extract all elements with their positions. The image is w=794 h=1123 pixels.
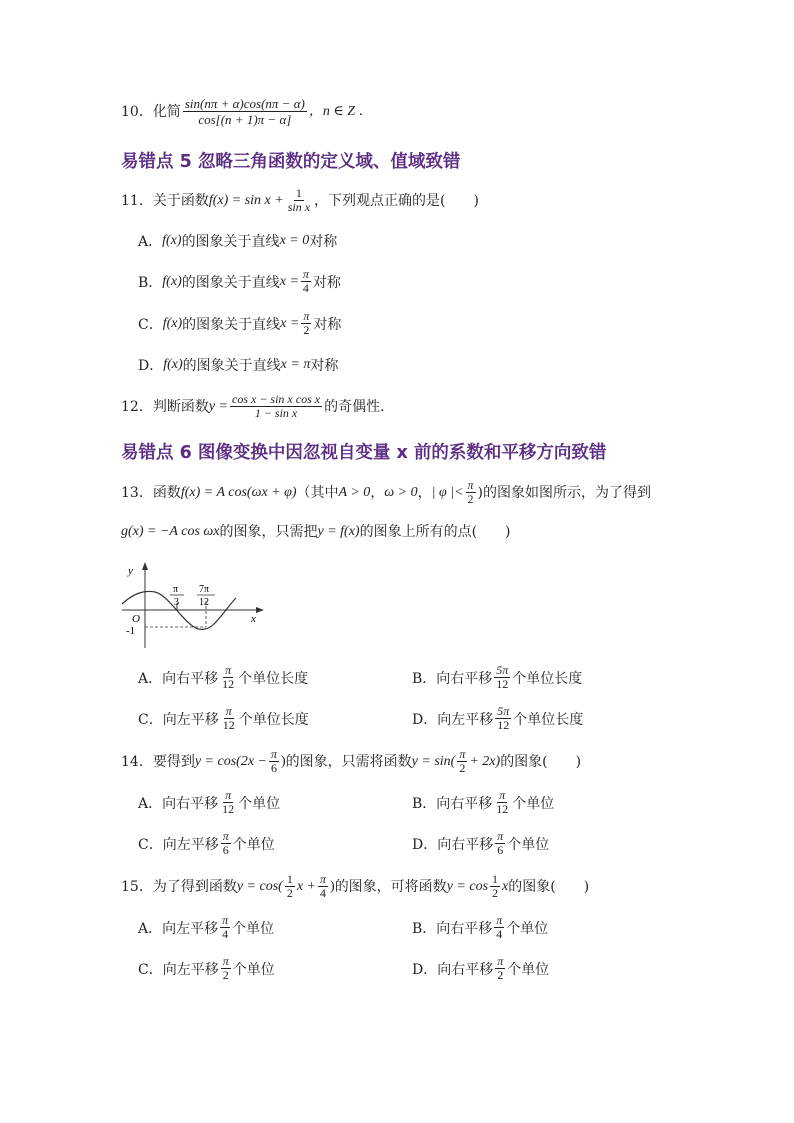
- q10-denominator: cos[(n + 1)π − α]: [198, 112, 292, 127]
- option-fraction: [495, 705, 511, 732]
- q12-fraction: [230, 393, 322, 420]
- fraction-denominator: 12: [222, 677, 235, 691]
- q13-condition-omega: ω > 0: [384, 484, 418, 500]
- fraction-denominator: 2: [497, 968, 504, 982]
- option-fraction: [494, 914, 504, 941]
- option-expression: x =: [279, 273, 299, 289]
- fraction-numerator: π: [222, 954, 229, 968]
- option-expression: x =: [280, 315, 300, 331]
- fraction-denominator: 2: [492, 886, 499, 900]
- question-15: [121, 873, 589, 900]
- q14-expr1-end: ): [281, 753, 286, 769]
- option-label: A．向左平移: [138, 920, 219, 937]
- q12-denominator: 1 − sin x: [254, 406, 298, 420]
- option-suffix: 个单位: [507, 836, 550, 853]
- option-suffix: 个单位长度: [238, 670, 309, 687]
- option-fraction: [494, 664, 510, 691]
- fraction-numerator: π: [222, 913, 229, 927]
- option-fraction: [221, 830, 231, 857]
- question-11: [121, 187, 479, 214]
- fraction-numerator: 1: [492, 872, 499, 886]
- q11-option-c[interactable]: [138, 310, 341, 337]
- option-suffix: 个单位: [232, 920, 275, 937]
- fraction-denominator: 4: [320, 886, 326, 900]
- q13-text: 的图象，只需把: [219, 524, 318, 540]
- fraction-numerator: π: [225, 788, 232, 802]
- option-label: C．: [138, 316, 163, 333]
- option-label: A．向右平移: [138, 670, 219, 687]
- y-axis-arrow: [142, 562, 148, 570]
- q15-prefix: 15．为了得到函数: [121, 878, 237, 895]
- q13-phi-fraction: [466, 479, 476, 506]
- q15-expr2-start: y = cos: [446, 878, 489, 894]
- option-function: f(x): [162, 233, 182, 248]
- q12-suffix: 的奇偶性．: [324, 398, 395, 415]
- option-fraction: [221, 705, 237, 732]
- option-fraction: [494, 789, 510, 816]
- q13-option-b[interactable]: [412, 664, 582, 691]
- q14-expr2-end: + 2x): [469, 753, 501, 769]
- q13-text-end: 的图象上所有的点( ): [359, 524, 511, 540]
- option-fraction: [220, 789, 236, 816]
- fraction-numerator: 1: [286, 872, 293, 886]
- origin-label: O: [132, 613, 140, 625]
- option-suffix: 对称: [310, 358, 339, 374]
- q13-condition-close: )的图象如图所示，为了得到: [477, 484, 651, 501]
- option-label: B．向右平移: [412, 920, 493, 937]
- option-suffix: 个单位长度: [513, 711, 584, 728]
- fraction-denominator: 6: [222, 843, 229, 857]
- option-function: f(x): [162, 273, 182, 289]
- fraction-numerator: π: [459, 747, 466, 761]
- q15-expr2-fraction: [490, 873, 500, 900]
- q15-expr1-end: ): [330, 878, 335, 894]
- option-text: 的图象关于直线: [181, 234, 280, 250]
- fraction-numerator: π: [496, 913, 503, 927]
- q10-prefix: 10．化简: [121, 103, 181, 120]
- q11-numerator: 1: [295, 186, 302, 200]
- fraction-denominator: 6: [497, 843, 504, 857]
- option-label: A．向右平移: [138, 795, 219, 812]
- q15-option-b[interactable]: [412, 914, 548, 941]
- fraction-numerator: π: [320, 872, 327, 886]
- question-12: [121, 393, 394, 420]
- q11-option-d[interactable]: [138, 355, 338, 375]
- q14-option-c[interactable]: [138, 830, 275, 857]
- q15-expr1-fraction-1: [285, 873, 295, 900]
- fraction-denominator: 12: [496, 802, 509, 816]
- option-label: C．向左平移: [138, 961, 219, 978]
- q11-function: f(x) = sin x +: [208, 192, 284, 208]
- q12-prefix: 12．判断函数: [121, 398, 209, 415]
- option-fraction: [220, 914, 230, 941]
- q15-expr2-end: x: [502, 878, 509, 894]
- q14-expr1-start: y = cos(2x −: [194, 753, 267, 769]
- fraction-numerator: π: [499, 788, 506, 802]
- option-suffix: 个单位: [238, 795, 281, 812]
- fraction-denominator: 12: [222, 802, 235, 816]
- q14-expr2-start: y = sin(: [411, 753, 456, 769]
- q13-condition-phi: | φ |<: [431, 484, 464, 500]
- q14-suffix: 的图象( ): [500, 753, 582, 770]
- fraction-denominator: 4: [496, 927, 503, 941]
- cosine-graph: [118, 560, 268, 652]
- q10-numerator: sin(nπ + α)cos(nπ − α): [184, 96, 305, 111]
- option-label: D．: [138, 358, 164, 374]
- q11-option-a[interactable]: [138, 231, 337, 251]
- option-label: C．向左平移: [138, 711, 219, 728]
- option-label: B．向右平移: [412, 795, 493, 812]
- fraction-numerator: 5π: [497, 704, 510, 718]
- fraction-numerator: π: [303, 309, 310, 323]
- option-suffix: 个单位: [232, 961, 275, 978]
- option-fraction: [495, 830, 505, 857]
- option-text: 的图象关于直线: [182, 358, 281, 374]
- q15-expr1-start: y = cos(: [236, 878, 283, 894]
- q14-option-b[interactable]: [412, 789, 554, 816]
- option-suffix: 对称: [312, 274, 341, 291]
- option-label: A．: [138, 234, 163, 250]
- section-heading-5: 易错点 5 忽略三角函数的定义域、值域致错: [121, 152, 461, 172]
- q14-expr1-fraction: [269, 748, 279, 775]
- option-text: 的图象关于直线: [181, 274, 280, 291]
- fraction-denominator: 6: [270, 761, 277, 775]
- option-fraction: [495, 955, 505, 982]
- min-label: -1: [126, 625, 136, 637]
- q13-option-c[interactable]: [138, 705, 309, 732]
- q15-expr1-fraction-2: [318, 873, 328, 900]
- option-suffix: 个单位长度: [512, 670, 583, 687]
- q12-numerator: cos x − sin x cos x: [232, 392, 321, 406]
- option-function: f(x): [163, 357, 183, 372]
- fraction-denominator: 2: [459, 761, 466, 775]
- q13-function: f(x) = A cos(ωx + φ): [180, 484, 297, 500]
- tick1-den: 3: [174, 597, 179, 608]
- option-expression: x = 0: [279, 233, 310, 248]
- section-heading-6: 易错点 6 图像变换中因忽视自变量 x 前的系数和平移方向致错: [121, 443, 607, 463]
- q13-separator: ，: [370, 484, 385, 501]
- option-label: D．向右平移: [412, 836, 494, 853]
- question-13-line-2: [121, 522, 511, 542]
- fraction-denominator: 12: [222, 718, 235, 732]
- fraction-numerator: π: [222, 829, 229, 843]
- option-label: B．: [138, 274, 163, 291]
- q14-option-a[interactable]: [138, 789, 280, 816]
- q11-prefix: 11．关于函数: [121, 192, 209, 209]
- option-label: B．向右平移: [412, 670, 493, 687]
- q15-mid: 的图象，可将函数: [334, 878, 447, 895]
- fraction-denominator: 12: [497, 718, 510, 732]
- q14-option-d[interactable]: [412, 830, 549, 857]
- q13-option-a[interactable]: [138, 664, 308, 691]
- q15-option-a[interactable]: [138, 914, 274, 941]
- question-14: [121, 748, 581, 775]
- option-suffix: 个单位: [506, 920, 549, 937]
- q15-suffix: 的图象( ): [508, 878, 590, 895]
- y-axis-label: y: [128, 565, 133, 577]
- fraction-denominator: 12: [496, 677, 509, 691]
- tick2-den: 12: [199, 597, 209, 608]
- option-fraction: [220, 664, 236, 691]
- fraction-numerator: π: [225, 663, 232, 677]
- fraction-denominator: 2: [222, 968, 229, 982]
- q13-separator: ，: [417, 484, 432, 501]
- option-text: 的图象关于直线: [182, 316, 281, 333]
- fraction-numerator: π: [302, 267, 309, 281]
- option-suffix: 对称: [313, 316, 342, 333]
- option-label: D．向左平移: [412, 711, 494, 728]
- option-label: C．向左平移: [138, 836, 219, 853]
- option-fraction: [301, 310, 311, 337]
- q10-fraction: [183, 96, 307, 127]
- question-13: [121, 479, 651, 506]
- fraction-numerator: π: [497, 829, 504, 843]
- option-suffix: 个单位: [512, 795, 555, 812]
- q13-condition-a: A > 0: [338, 484, 371, 500]
- q11-denominator: sin x: [287, 200, 311, 214]
- tick1-num: π: [173, 584, 179, 595]
- q13-prefix: 13．函数: [121, 484, 181, 501]
- q14-expr2-fraction: [457, 748, 467, 775]
- option-expression: x = π: [280, 357, 311, 372]
- fraction-denominator: 2: [303, 323, 310, 337]
- option-fraction: [301, 268, 311, 295]
- option-suffix: 对称: [309, 234, 338, 250]
- x-axis-arrow: [256, 607, 264, 613]
- q13-y-function: y = f(x): [317, 524, 360, 539]
- fraction-numerator: π: [225, 704, 232, 718]
- question-10: [121, 96, 373, 127]
- q13-condition-open: （其中: [296, 484, 339, 501]
- q15-expr1-mid: x +: [296, 878, 316, 894]
- fraction-numerator: π: [467, 478, 474, 492]
- q14-prefix: 14．要得到: [121, 753, 195, 770]
- q10-suffix: ，n ∈ Z ．: [308, 103, 373, 119]
- fraction-denominator: 2: [467, 492, 474, 506]
- q15-option-c[interactable]: [138, 955, 275, 982]
- q15-option-d[interactable]: [412, 955, 549, 982]
- tick2-num: 7π: [199, 584, 210, 595]
- option-label: D．向右平移: [412, 961, 494, 978]
- fraction-numerator: 5π: [496, 663, 509, 677]
- option-fraction: [221, 955, 231, 982]
- q12-y: y =: [208, 398, 228, 414]
- q13-option-d[interactable]: [412, 705, 583, 732]
- option-suffix: 个单位: [507, 961, 550, 978]
- fraction-numerator: π: [497, 954, 504, 968]
- x-axis-label: x: [251, 613, 256, 625]
- option-suffix: 个单位长度: [238, 711, 309, 728]
- option-function: f(x): [162, 315, 183, 331]
- fraction-numerator: π: [270, 747, 277, 761]
- q11-fraction: [286, 187, 312, 214]
- q11-option-b[interactable]: [138, 268, 341, 295]
- fraction-denominator: 4: [222, 927, 229, 941]
- option-suffix: 个单位: [232, 836, 275, 853]
- fraction-denominator: 2: [286, 886, 293, 900]
- q14-mid: 的图象，只需将函数: [285, 753, 412, 770]
- q11-suffix: ，下列观点正确的是( ): [314, 192, 479, 209]
- q13-g-function: g(x) = −A cos ωx: [121, 524, 220, 539]
- fraction-denominator: 4: [302, 281, 309, 295]
